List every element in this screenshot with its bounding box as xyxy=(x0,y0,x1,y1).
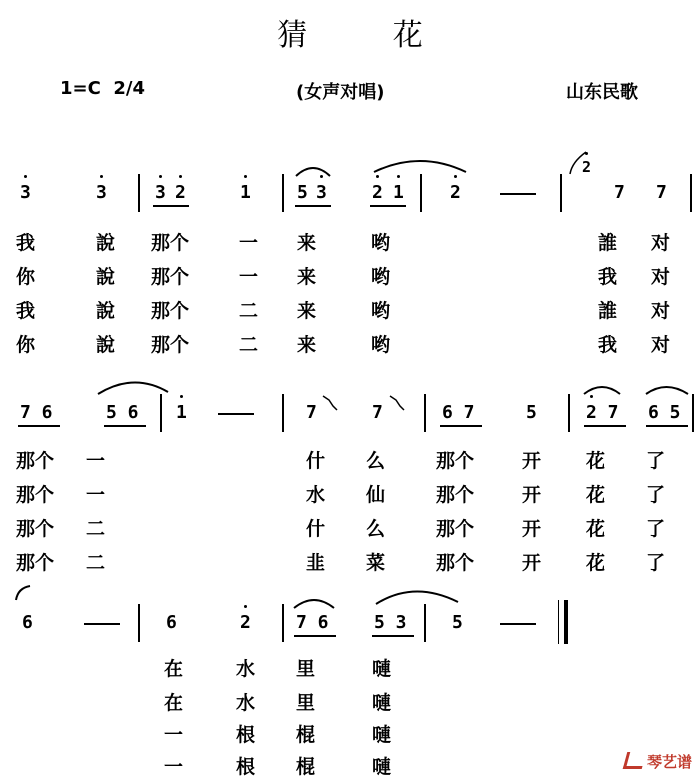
lyric: 那个 xyxy=(436,552,475,574)
lyric: 棍 xyxy=(296,724,316,746)
lyric: 那个 xyxy=(16,518,55,540)
lyric: 菜 xyxy=(366,552,386,574)
lyric: 那个 xyxy=(16,450,55,472)
note: 3 xyxy=(96,182,107,203)
lyric: 一 xyxy=(86,484,106,506)
lyric: 誰 xyxy=(598,300,618,322)
note: 5 xyxy=(297,182,308,203)
lyric: 哟 xyxy=(371,266,391,288)
note: 6 7 xyxy=(442,402,475,423)
lyric: 我 xyxy=(598,334,618,356)
lyric: 什 xyxy=(306,518,326,540)
watermark-logo xyxy=(625,751,692,772)
lyric: 花 xyxy=(586,450,606,472)
lyric: 一 xyxy=(164,724,184,746)
lyric: 一 xyxy=(164,756,184,778)
note: 2 xyxy=(240,612,251,633)
lyric: 在 xyxy=(164,692,184,714)
lyric: 里 xyxy=(296,692,316,714)
lyric: 你 xyxy=(16,266,36,288)
lyric: 哟 xyxy=(371,334,391,356)
tie-end xyxy=(16,586,30,600)
lyric: 韭 xyxy=(306,552,326,574)
lyric: 花 xyxy=(586,484,606,506)
note: 3 xyxy=(20,182,31,203)
lyric: 那个 xyxy=(436,484,475,506)
lyric: 嗹 xyxy=(372,724,392,746)
lyric: 来 xyxy=(297,300,317,322)
lyric: 花 xyxy=(586,518,606,540)
note: 7 xyxy=(372,402,383,423)
lyric: 你 xyxy=(16,334,36,356)
note: 2 xyxy=(175,182,186,203)
note: 7 xyxy=(656,182,667,203)
lyric: 二 xyxy=(86,518,106,540)
lyric: 根 xyxy=(236,756,256,778)
lyric: 那个 xyxy=(151,232,190,254)
lyric: 我 xyxy=(16,232,36,254)
lyric: 开 xyxy=(522,484,542,506)
lyric: 一 xyxy=(86,450,106,472)
lyric: 什 xyxy=(306,450,326,472)
time-signature: 2/4 xyxy=(113,78,145,99)
lyric: 么 xyxy=(366,450,386,472)
lyric: 說 xyxy=(96,266,116,288)
slur xyxy=(584,387,620,394)
lyric: 水 xyxy=(236,658,256,680)
lyric: 那个 xyxy=(151,266,190,288)
lyric: 那个 xyxy=(151,300,190,322)
lyric: 說 xyxy=(96,232,116,254)
note: 1 xyxy=(176,402,187,423)
lyric: 嗹 xyxy=(372,692,392,714)
grace-slur xyxy=(570,152,586,174)
key-label: 1=C xyxy=(60,78,101,99)
lyric: 棍 xyxy=(296,756,316,778)
note: 6 5 xyxy=(648,402,681,423)
glide-mark xyxy=(323,396,337,410)
note: 2 7 xyxy=(586,402,619,423)
lyric: 对 xyxy=(651,232,671,254)
slur xyxy=(294,600,334,608)
glide-mark xyxy=(390,396,404,410)
note: 7 xyxy=(306,402,317,423)
note: 3 xyxy=(316,182,327,203)
note: 2 xyxy=(450,182,461,203)
lyric: 水 xyxy=(236,692,256,714)
note: 6 xyxy=(166,612,177,633)
song-origin: 山东民歌 xyxy=(566,82,638,103)
lyric: 开 xyxy=(522,450,542,472)
note: 1 xyxy=(240,182,251,203)
lyric: 哟 xyxy=(371,232,391,254)
lyric: 了 xyxy=(646,552,666,574)
lyric: 仙 xyxy=(366,484,386,506)
lyric: 那个 xyxy=(436,518,475,540)
lyric: 对 xyxy=(651,300,671,322)
lyric: 花 xyxy=(586,552,606,574)
lyric: 誰 xyxy=(598,232,618,254)
lyric: 了 xyxy=(646,450,666,472)
lyric: 哟 xyxy=(371,300,391,322)
lyric: 那个 xyxy=(436,450,475,472)
lyric: 根 xyxy=(236,724,256,746)
logo-icon xyxy=(623,752,647,769)
lyric: 么 xyxy=(366,518,386,540)
lyric: 来 xyxy=(297,334,317,356)
lyric: 一 xyxy=(239,232,259,254)
lyric: 开 xyxy=(522,518,542,540)
lyric: 对 xyxy=(651,266,671,288)
lyric: 二 xyxy=(239,300,259,322)
grace-note: 2 xyxy=(582,158,592,176)
watermark-text: 琴艺谱 xyxy=(646,753,692,771)
note: 5 3 xyxy=(374,612,407,633)
lyric: 来 xyxy=(297,266,317,288)
note: 5 6 xyxy=(106,402,139,423)
lyric: 嗹 xyxy=(372,658,392,680)
lyric: 来 xyxy=(297,232,317,254)
lyric: 那个 xyxy=(16,484,55,506)
slur xyxy=(376,591,458,604)
slur xyxy=(374,161,466,172)
note: 2 xyxy=(372,182,383,203)
lyric: 在 xyxy=(164,658,184,680)
slur xyxy=(646,387,688,394)
lyric: 水 xyxy=(306,484,326,506)
note: 6 xyxy=(22,612,33,633)
lyric: 那个 xyxy=(16,552,55,574)
note: 7 6 xyxy=(296,612,329,633)
slur xyxy=(296,168,330,176)
lyric: 开 xyxy=(522,552,542,574)
lyric: 嗹 xyxy=(372,756,392,778)
lyric: 說 xyxy=(96,334,116,356)
lyric: 我 xyxy=(16,300,36,322)
lyric: 說 xyxy=(96,300,116,322)
note: 3 xyxy=(155,182,166,203)
performance-note: (女声对唱) xyxy=(296,82,385,103)
slur xyxy=(98,382,168,394)
lyric: 里 xyxy=(296,658,316,680)
lyric: 那个 xyxy=(151,334,190,356)
note: 7 xyxy=(614,182,625,203)
lyric: 了 xyxy=(646,484,666,506)
lyric: 一 xyxy=(239,266,259,288)
lyric: 我 xyxy=(598,266,618,288)
lyric: 二 xyxy=(239,334,259,356)
note: 1 xyxy=(393,182,404,203)
lyric: 了 xyxy=(646,518,666,540)
note: 7 6 xyxy=(20,402,53,423)
note: 5 xyxy=(526,402,537,423)
lyric: 二 xyxy=(86,552,106,574)
note: 5 xyxy=(452,612,463,633)
page-title: 猜 花 xyxy=(277,18,461,53)
lyric: 对 xyxy=(651,334,671,356)
